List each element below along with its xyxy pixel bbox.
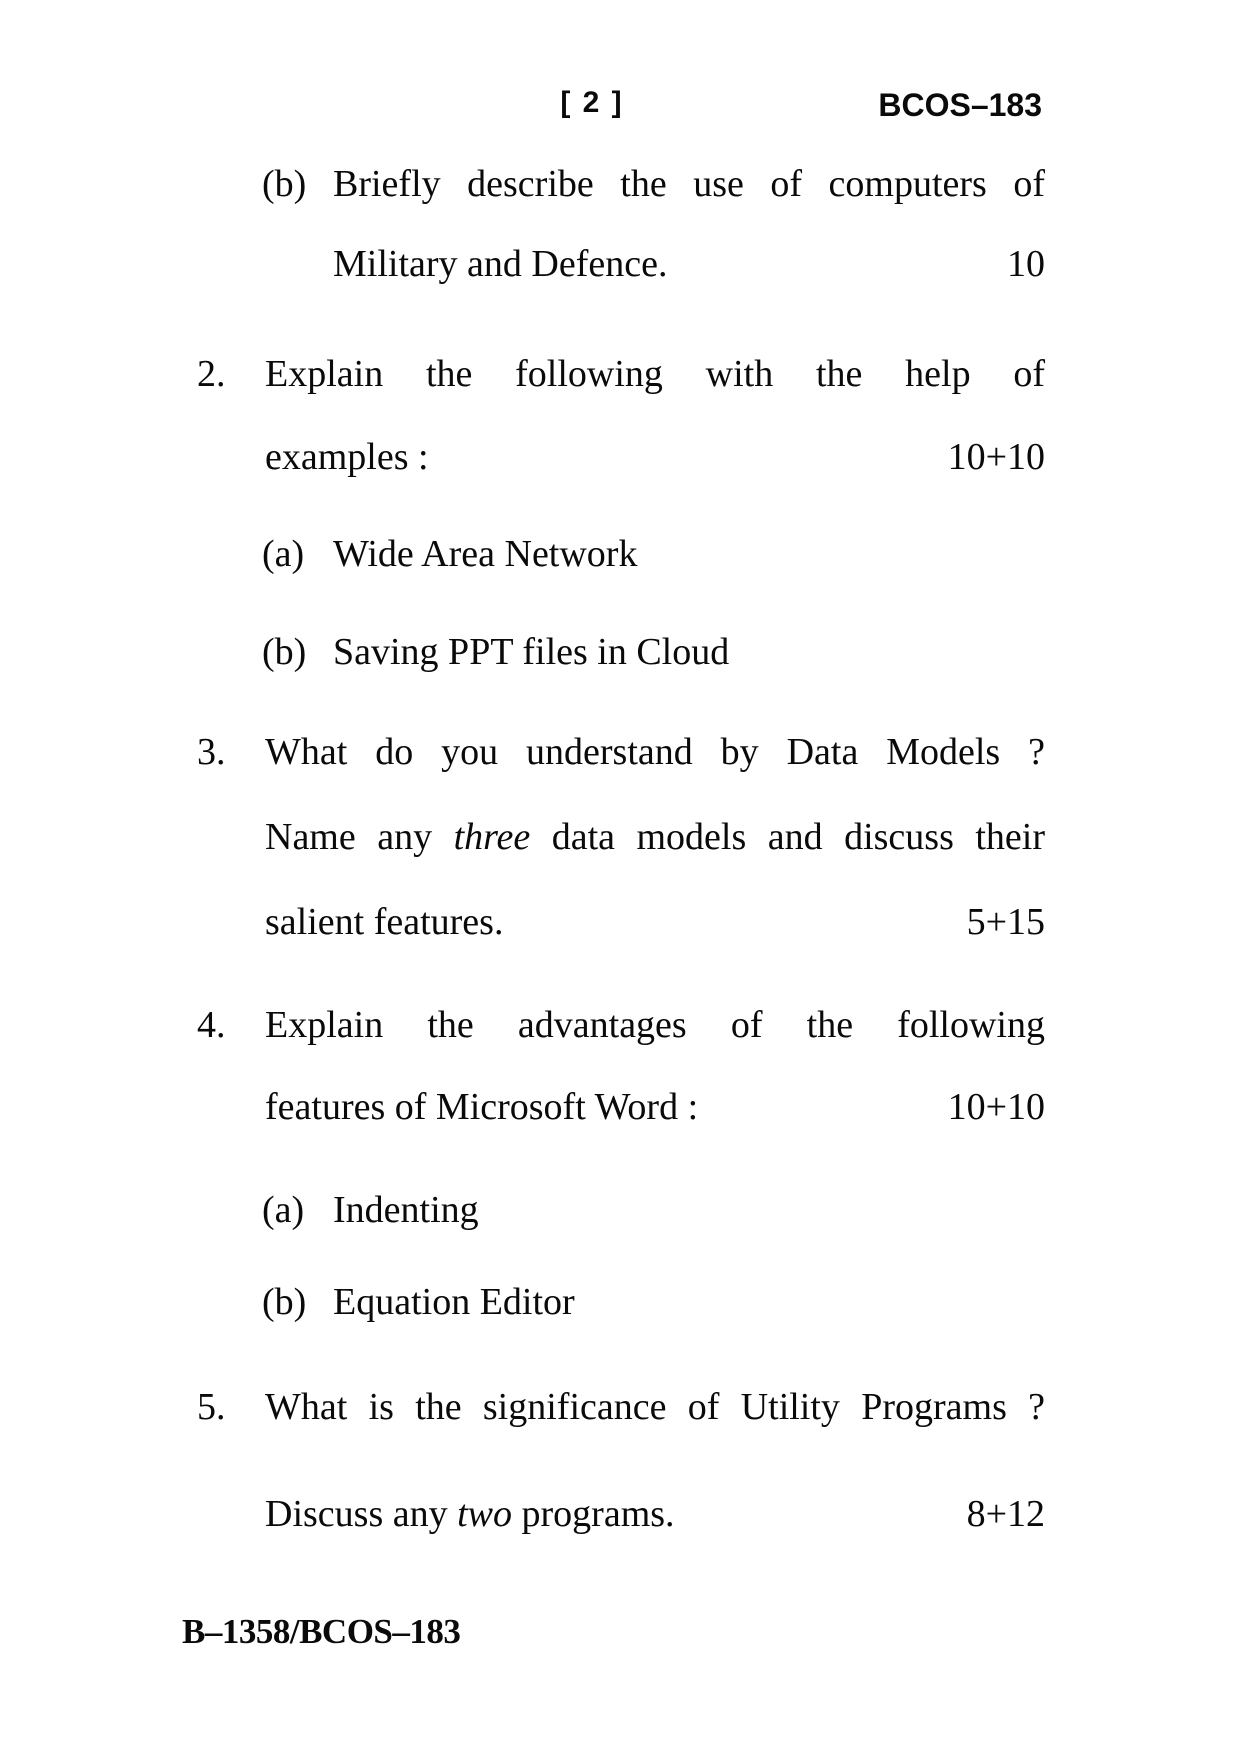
footer-code: B–1358/BCOS–183 — [182, 1612, 461, 1651]
sub-item — [262, 1281, 1045, 1325]
marks: 8+12 — [966, 1493, 1045, 1535]
sub-item-label: (b) — [262, 163, 307, 205]
marks: 5+15 — [966, 901, 1045, 943]
question-line-italic: three — [453, 816, 531, 858]
sub-item-text: Indenting — [333, 1189, 479, 1231]
paper-code: BCOS–183 — [878, 87, 1042, 123]
question-number: 5. — [197, 1386, 226, 1428]
question-line-segment: data models and discuss their — [530, 816, 1045, 858]
sub-item — [262, 1189, 1045, 1233]
question-line-with-marks — [265, 436, 1045, 480]
question-line: features of Microsoft Word : — [265, 1086, 699, 1128]
question-line-italic: two — [457, 1493, 513, 1535]
marks: 10+10 — [947, 1086, 1045, 1128]
question-line: What do you understand by Data Models ? — [265, 731, 1045, 773]
sub-item — [262, 533, 1045, 577]
marks: 10 — [1007, 243, 1045, 285]
sub-item-text: Saving PPT files in Cloud — [333, 631, 730, 673]
question-line-with-marks — [333, 243, 1045, 287]
question-line: Explain the advantages of the following — [265, 1004, 1045, 1046]
question-line-with-marks — [265, 1493, 1045, 1537]
sub-item-text: Wide Area Network — [333, 533, 638, 575]
question-number: 2. — [197, 353, 226, 395]
question-line — [265, 1493, 675, 1537]
sub-item-text: Equation Editor — [333, 1281, 575, 1323]
question-line — [265, 816, 1045, 860]
question-line-segment: programs. — [512, 1493, 675, 1535]
question-line-segment: Name any — [265, 816, 454, 858]
question-line-segment: Discuss any — [265, 1493, 458, 1535]
question-line: examples : — [265, 436, 429, 478]
question-number: 3. — [197, 731, 226, 773]
question-line: What is the significance of Utility Programs ? — [265, 1386, 1045, 1428]
question-line: Briefly describe the use of computers of — [333, 163, 1045, 205]
sub-item-label: (b) — [262, 631, 307, 673]
page-number: [ 2 ] — [560, 86, 624, 119]
question-line: Military and Defence. — [333, 243, 668, 285]
question-line: salient features. — [265, 901, 504, 943]
question-line: Explain the following with the help of — [265, 353, 1045, 395]
sub-item-label: (a) — [262, 533, 305, 575]
marks: 10+10 — [947, 436, 1045, 478]
question-line-with-marks — [265, 901, 1045, 945]
sub-item-label: (b) — [262, 1281, 307, 1323]
question-line-with-marks — [265, 1086, 1045, 1130]
sub-item-label: (a) — [262, 1189, 305, 1231]
sub-item — [262, 631, 1045, 675]
question-number: 4. — [197, 1004, 226, 1046]
